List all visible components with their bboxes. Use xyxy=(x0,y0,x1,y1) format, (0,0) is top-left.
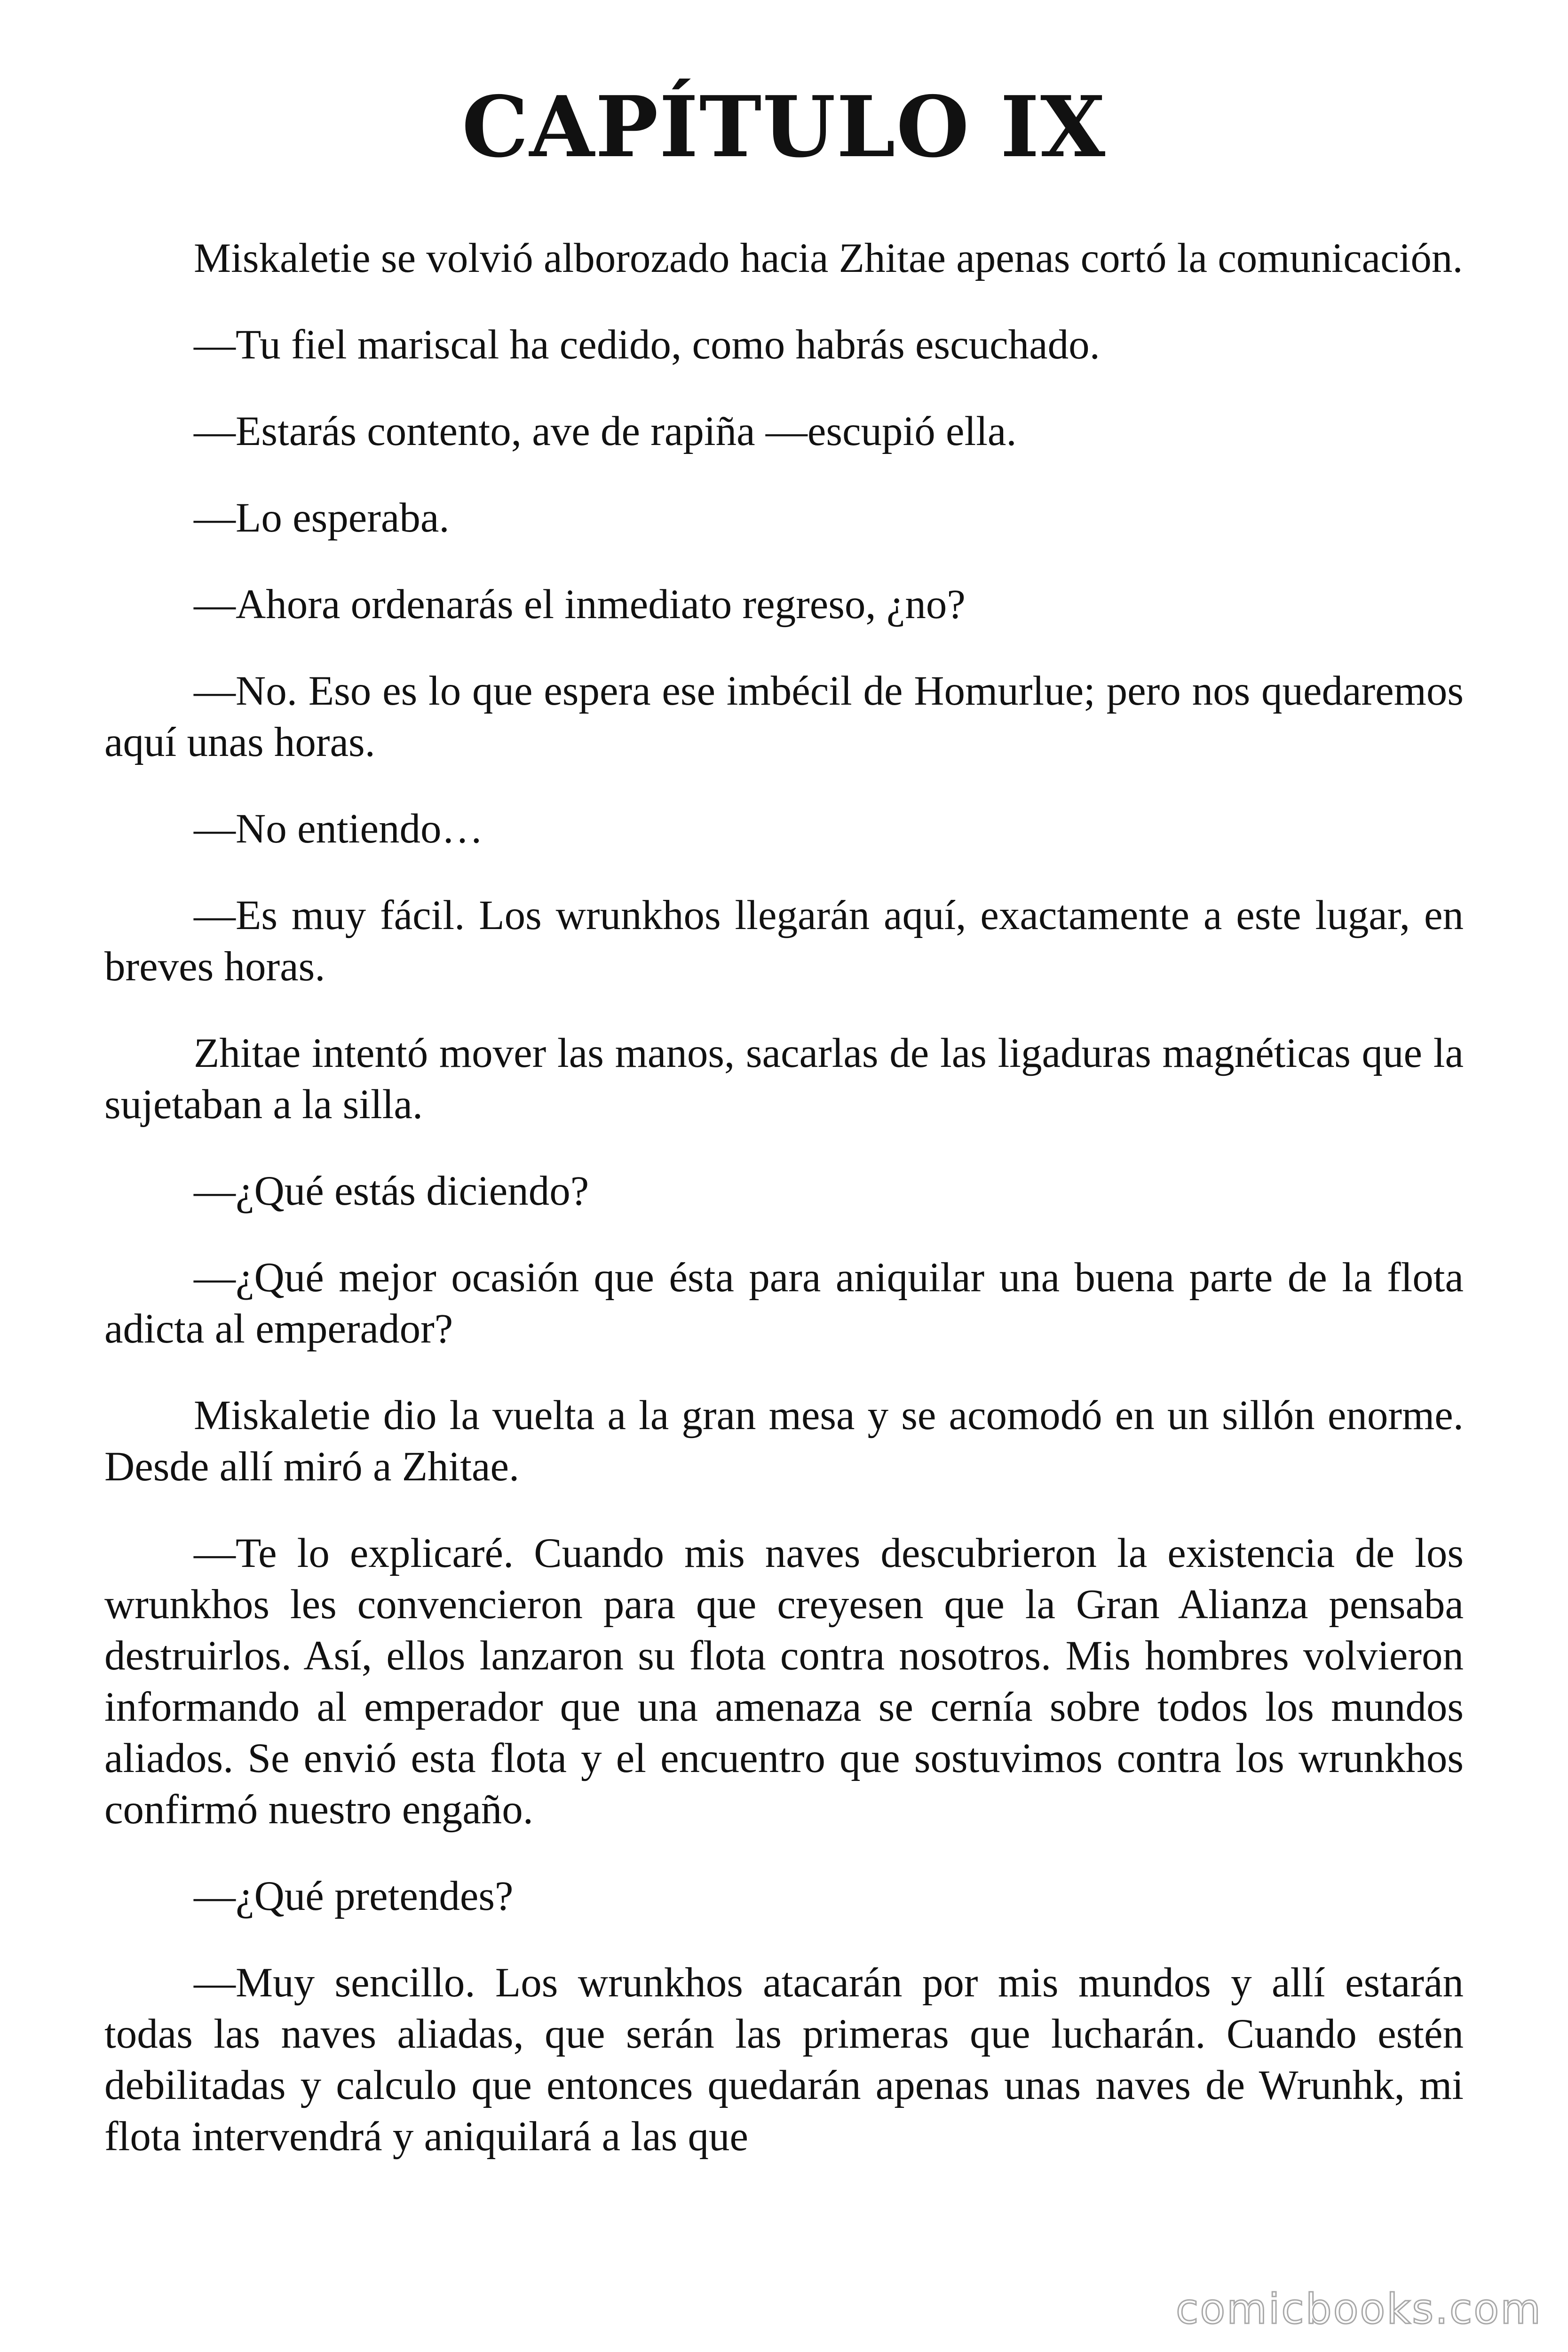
paragraph: Miskaletie se volvió alborozado hacia Zhitae apenas cortó la comunicación. xyxy=(194,235,1463,281)
paragraph: —Es muy fácil. Los wrunkhos llegarán aquí, exactamente a este lugar, en breves horas. xyxy=(104,892,1464,990)
paragraph: —¿Qué estás diciendo? xyxy=(194,1168,589,1214)
paragraph: Zhitae intentó mover las manos, sacarlas de las ligaduras magnéticas que la sujetaban a la silla. xyxy=(104,1030,1464,1128)
paragraph: —No entiendo… xyxy=(194,806,483,852)
paragraph: —Muy sencillo. Los wrunkhos atacarán por mis mundos y allí estarán todas las naves aliadas, que serán las primeras que lucharán. Cuando estén debilitadas y calculo que entonces quedarán apenas unas naves de Wrunhk, mi flota intervendrá y aniquilará a las que xyxy=(104,1960,1464,2160)
watermark: comicbooks.com xyxy=(1175,2285,1542,2333)
paragraph: —No. Eso es lo que espera ese imbécil de Homurlue; pero nos quedaremos aquí unas horas. xyxy=(104,668,1464,765)
chapter-title: CAPÍTULO IX xyxy=(461,78,1107,176)
paragraph: —Tu fiel mariscal ha cedido, como habrás escuchado. xyxy=(194,322,1100,368)
paragraph: —Lo esperaba. xyxy=(194,495,450,541)
paragraph: —¿Qué pretendes? xyxy=(194,1873,514,1919)
paragraph: —¿Qué mejor ocasión que ésta para aniquilar una buena parte de la flota adicta al emperador? xyxy=(104,1255,1464,1352)
paragraph: —Estarás contento, ave de rapiña —escupió ella. xyxy=(194,408,1017,454)
paragraph: Miskaletie dio la vuelta a la gran mesa y se acomodó en un sillón enorme. Desde allí miró a Zhitae. xyxy=(104,1392,1464,1490)
chapter-body xyxy=(104,233,1464,2198)
paragraph: —Ahora ordenarás el inmediato regreso, ¿no? xyxy=(194,581,966,628)
paragraph: —Te lo explicaré. Cuando mis naves descubrieron la existencia de los wrunkhos les convencieron para que creyesen que la Gran Alianza pensaba destruirlos. Así, ellos lanzaron su flota contra nosotros. Mis hombres volvieron informando al emperador que una amenaza se cernía sobre todos los mundos aliados. Se envió esta flota y el encuentro que sostuvimos contra los wrunkhos confirmó nuestro engaño. xyxy=(104,1530,1464,1833)
